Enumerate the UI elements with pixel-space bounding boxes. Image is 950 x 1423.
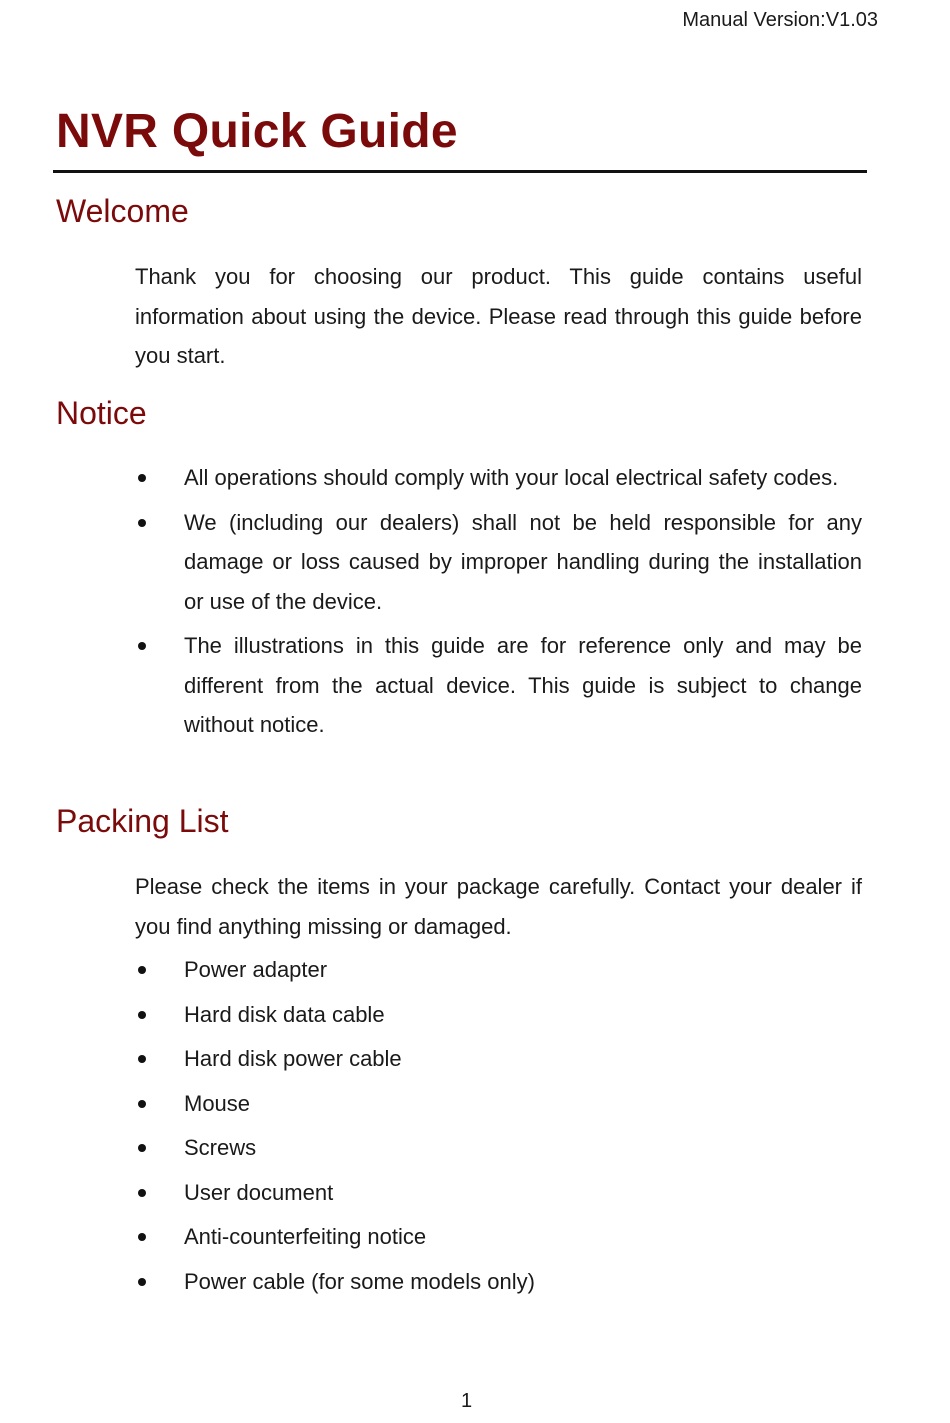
bullet-icon — [138, 1278, 146, 1286]
document-title: NVR Quick Guide — [56, 105, 458, 158]
welcome-heading: Welcome — [56, 193, 189, 229]
notice-list — [135, 458, 862, 750]
manual-version: Manual Version:V1.03 — [682, 9, 878, 31]
notice-item-text: The illustrations in this guide are for reference only and may be different from the actual device. This guide is subject to change without notice. — [184, 633, 862, 737]
packing-list-item — [135, 950, 862, 990]
bullet-icon — [138, 642, 146, 650]
packing-item-text: Power adapter — [184, 957, 328, 982]
title-divider — [53, 170, 867, 173]
packing-item-text: Hard disk power cable — [184, 1046, 402, 1071]
packing-item-text: Screws — [184, 1135, 257, 1160]
packing-item-text: Hard disk data cable — [184, 1001, 385, 1027]
packing-list-item — [135, 1217, 862, 1257]
notice-item — [135, 626, 862, 745]
packing-list-item — [135, 995, 862, 1035]
page-number: 1 — [460, 1390, 473, 1412]
packing-list — [135, 950, 862, 1306]
bullet-icon — [138, 1055, 146, 1063]
notice-heading: Notice — [56, 395, 147, 431]
packing-list-item — [135, 1039, 862, 1079]
packing-list-intro: Please check the items in your package carefully. Contact your dealer if you find anything missing or damaged. — [135, 874, 862, 939]
notice-item — [135, 503, 862, 622]
packing-item-text: Anti-counterfeiting notice — [184, 1224, 427, 1249]
bullet-icon — [138, 1233, 146, 1241]
bullet-icon — [138, 1189, 146, 1197]
packing-item-text: User document — [184, 1179, 334, 1205]
packing-item-text: Mouse — [184, 1090, 251, 1116]
bullet-icon — [138, 1011, 146, 1019]
packing-list-item — [135, 1173, 862, 1213]
packing-list-item — [135, 1084, 862, 1124]
notice-item-text: All operations should comply with your local electrical safety codes. — [184, 465, 839, 490]
bullet-icon — [138, 1100, 146, 1108]
packing-item-text: Power cable (for some models only) — [184, 1268, 535, 1294]
packing-list-item — [135, 1128, 862, 1168]
bullet-icon — [138, 1144, 146, 1152]
packing-list-item — [135, 1262, 862, 1302]
bullet-icon — [138, 519, 146, 527]
notice-item-text: We (including our dealers) shall not be held responsible for any damage or loss caused by improper handling during the installation or use of the device. — [184, 509, 862, 614]
bullet-icon — [138, 474, 146, 482]
packing-list-heading: Packing List — [56, 803, 229, 839]
notice-item — [135, 458, 862, 498]
bullet-icon — [138, 966, 146, 974]
welcome-paragraph: Thank you for choosing our product. This guide contains useful information about using the device. Please read through this guide before you start. — [135, 264, 862, 368]
